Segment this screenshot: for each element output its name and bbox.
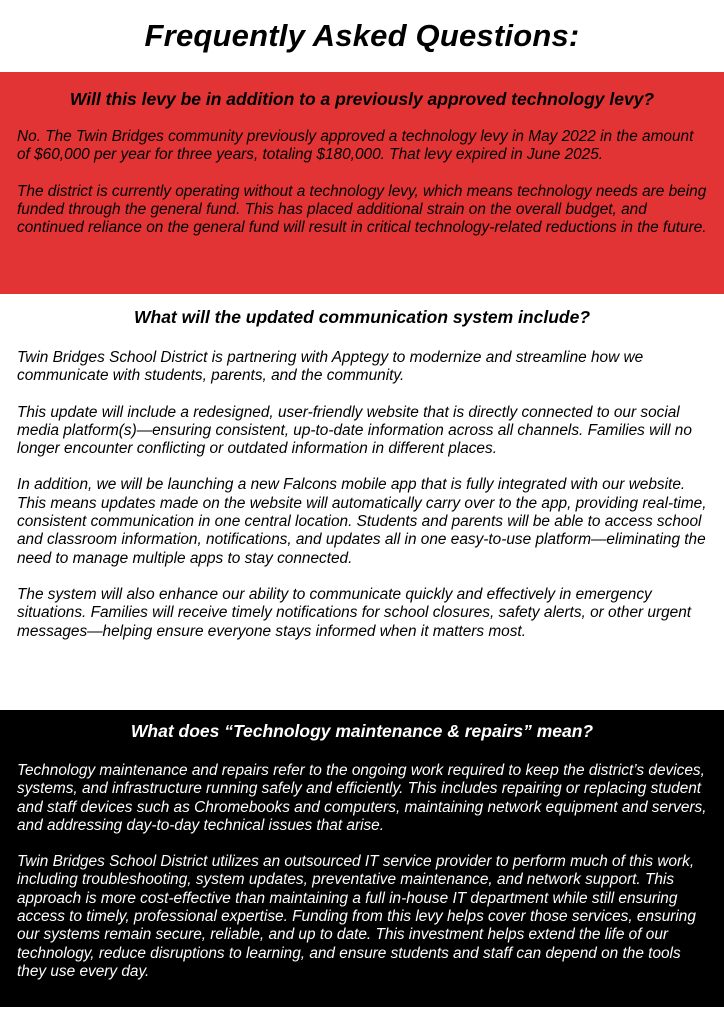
faq-answer-paragraph: The district is currently operating without a technology levy, which means technology needs are being funded through the general fund. This has placed additional strain on the overall budget, and continued reliance on the general fund will result in critical technology-related reductions in the future. <box>17 182 707 237</box>
faq-levy-section <box>0 72 724 294</box>
faq-maintenance-section <box>0 710 724 1007</box>
faq-question: Will this levy be in addition to a previously approved technology levy? <box>69 89 655 109</box>
faq-communication-section <box>0 294 724 710</box>
faq-answer-paragraph: The system will also enhance our ability to communicate quickly and effectively in emergency situations. Families will receive timely notifications for school closures, safety alerts, or other urgent messages—helping ensure everyone stays informed when it matters most. <box>17 585 692 640</box>
faq-answer-paragraph: This update will include a redesigned, user-friendly website that is directly connected to our social media platform(s)—ensuring consistent, up-to-date information across all channels. Families will no longer encounter conflicting or outdated information in different places. <box>17 403 692 458</box>
faq-question: What does “Technology maintenance & repairs” mean? <box>130 721 594 741</box>
faq-answer-paragraph: No. The Twin Bridges community previously approved a technology levy in May 2022 in the amount of $60,000 per year for three years, totaling $180,000. That levy expired in June 2025. <box>17 128 694 164</box>
faq-question: What will the updated communication system include? <box>133 307 591 327</box>
faq-answer-paragraph: In addition, we will be launching a new Falcons mobile app that is fully integrated with our website. This means updates made on the website will automatically carry over to the app, providing real-time, consistent communication in one central location. Students and parents will be able to access school and classroom information, notifications, and updates all in one easy-to-use platform—eliminating the need to manage multiple apps to stay connected. <box>17 476 707 567</box>
faq-answer-paragraph: Twin Bridges School District utilizes an outsourced IT service provider to perform much of this work, including troubleshooting, system updates, preventative maintenance, and network support. This approach is more cost-effective than maintaining a full in-house IT department while still ensuring access to timely, professional expertise. Funding from this levy helps cover those services, ensuring our systems remain secure, reliable, and up to date. This investment helps extend the life of our technology, reduce disruptions to learning, and ensure students and staff can depend on the tools they use every day. <box>17 853 696 980</box>
faq-answer-paragraph: Technology maintenance and repairs refer to the ongoing work required to keep the district’s devices, systems, and infrastructure running safely and efficiently. This includes repairing or replacing student and staff devices such as Chromebooks and computers, maintaining network equipment and servers, and addressing day-to-day technical issues that arise. <box>17 762 707 834</box>
faq-answer-paragraph: Twin Bridges School District is partnering with Apptegy to modernize and streamline how we communicate with students, parents, and the community. <box>17 349 644 385</box>
page-title: Frequently Asked Questions: <box>144 18 580 53</box>
